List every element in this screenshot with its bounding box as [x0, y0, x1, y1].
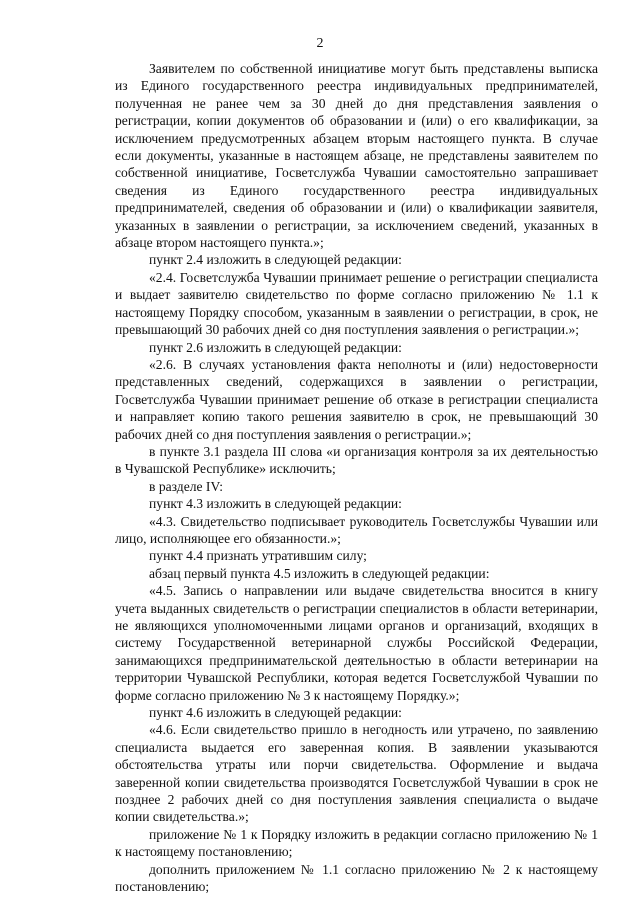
paragraph: пункт 4.4 признать утратившим силу;: [149, 548, 367, 564]
paragraph: пункт 4.3 изложить в следующей редакции:: [149, 496, 402, 512]
document-body: [115, 60, 598, 896]
paragraph: пункт 4.6 изложить в следующей редакции:: [149, 705, 402, 721]
paragraph: «2.6. В случаях установления факта неполноты и (или) недостоверности представленных сведений, содержащихся в заявлении о регистрации, Госветслужба Чувашии принимает решение об отказе в регистрации специалиста и направляет копию такого решения заявителю в срок, не превышающий 30 рабочих дней со дня поступления заявления о регистрации.»;: [115, 356, 598, 442]
paragraph: дополнить приложением № 1.1 согласно приложению № 2 к настоящему постановлению;: [115, 861, 598, 895]
paragraph: «4.6. Если свидетельство пришло в негодность или утрачено, по заявлению специалиста выдается его заверенная копия. В заявлении указываются обстоятельства утраты или порчи свидетельства. Оформление и выдача заверенной копии свидетельства производятся Госветслужбой Чувашии в срок не позднее 2 рабочих дней со дня поступления заявления специалиста о выдаче копии свидетельства.»;: [115, 722, 598, 825]
paragraph: в пункте 3.1 раздела III слова «и организация контроля за их деятельностью в Чувашской Республике» исключить;: [115, 443, 598, 477]
paragraph: в разделе IV:: [149, 478, 224, 494]
paragraph: пункт 2.6 изложить в следующей редакции:: [149, 339, 402, 355]
paragraph: «4.5. Запись о направлении или выдаче свидетельства вносится в книгу учета выданных свидетельств о регистрации специалистов в области ветеринарии, не являющихся уполномоченными лицами органов и организаций, входящих в систему Государственной ветеринарной службы Российской Федерации, занимающихся предпринимательской деятельностью в области ветеринарии на территории Чувашской Республики, которая ведется Госветслужбой Чувашии по форме согласно приложению № 3 к настоящему Порядку.»;: [115, 583, 598, 703]
paragraph: пункт 2.4 изложить в следующей редакции:: [149, 252, 402, 268]
paragraph: «4.3. Свидетельство подписывает руководитель Госветслужбы Чувашии или лицо, исполняющее его обязанности.»;: [115, 513, 598, 546]
paragraph: «2.4. Госветслужба Чувашии принимает решение о регистрации специалиста и выдает заявителю свидетельство по форме согласно приложению № 1.1 к настоящему Порядку способом, указанным в заявлении о регистрации, в срок, не превышающий 30 рабочих дней со дня поступления заявления о регистрации.»;: [115, 269, 598, 338]
page-number: 2: [316, 36, 324, 51]
paragraph: абзац первый пункта 4.5 изложить в следующей редакции:: [149, 565, 490, 581]
paragraph: приложение № 1 к Порядку изложить в редакции согласно приложению № 1 к настоящему постановлению;: [115, 826, 598, 860]
paragraph: Заявителем по собственной инициативе могут быть представлены выписка из Единого государственного реестра индивидуальных предпринимателей, полученная не ранее чем за 30 дней до дня представления заявления о регистрации, копии документов об образовании и (или) о его квалификации, за исключением предусмотренных абзацем вторым настоящего пункта. В случае если документы, указанные в настоящем абзаце, не представлены заявителем по собственной инициативе, Госветслужба Чувашии самостоятельно запрашивает сведения из Единого государственного реестра индивидуальных предпринимателей, сведения об образовании и (или) о квалификации заявителя, указанных в заявлении о регистрации, за исключением сведений, указанных в абзаце втором настоящего пункта.»;: [115, 61, 598, 251]
